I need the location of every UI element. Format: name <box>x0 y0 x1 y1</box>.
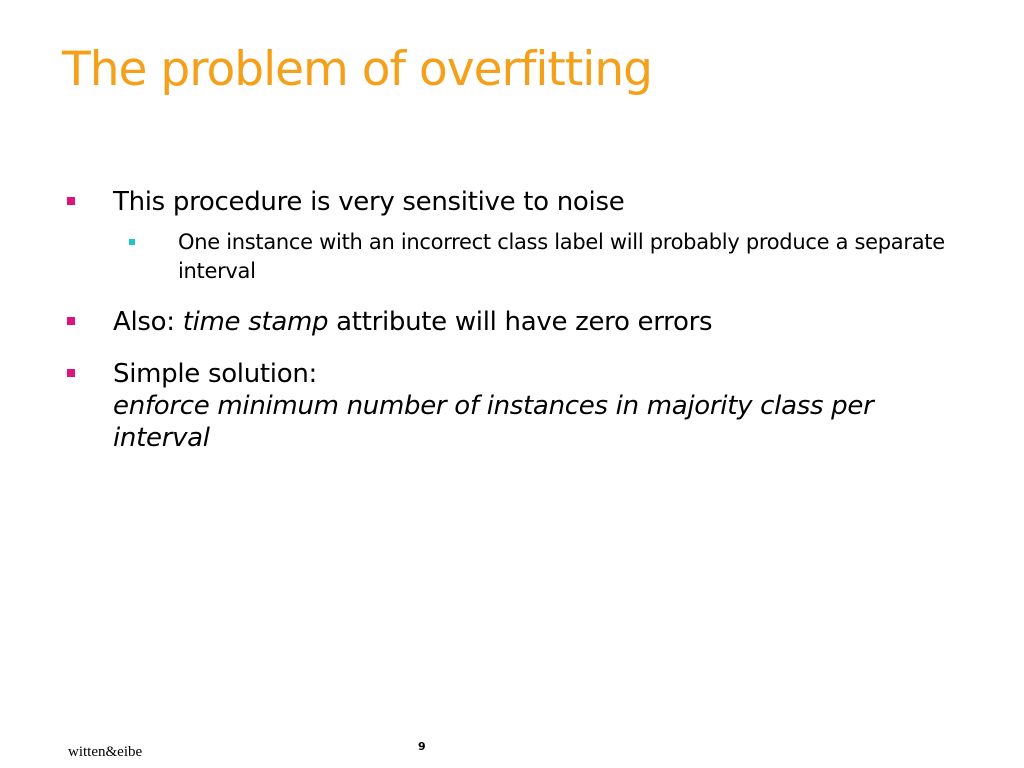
bullet-prefix: Also: <box>113 307 183 337</box>
square-bullet-icon <box>67 197 75 205</box>
square-bullet-icon <box>67 317 75 325</box>
bullet-item <box>62 306 962 338</box>
bullet-list <box>62 186 962 474</box>
slide-title: The problem of overfitting <box>62 42 652 97</box>
bullet-text: Simple solution: <box>113 359 317 389</box>
bullet-emphasis: time stamp <box>182 307 329 337</box>
bullet-emphasis: enforce minimum number of instances in majority class per interval <box>113 391 874 453</box>
sub-bullet-text: One instance with an incorrect class label will probably produce a separate interval <box>178 230 945 283</box>
bullet-item <box>62 186 962 286</box>
page-number: 9 <box>418 740 426 753</box>
footer-author: witten&eibe <box>68 744 143 760</box>
sub-bullet-list <box>113 228 962 286</box>
sub-bullet-item <box>113 228 962 286</box>
small-square-bullet-icon <box>129 239 135 245</box>
square-bullet-icon <box>67 369 75 377</box>
bullet-suffix: attribute will have zero errors <box>328 307 713 337</box>
bullet-text: This procedure is very sensitive to noise <box>113 187 625 217</box>
bullet-text <box>113 306 962 338</box>
bullet-item <box>62 358 962 454</box>
